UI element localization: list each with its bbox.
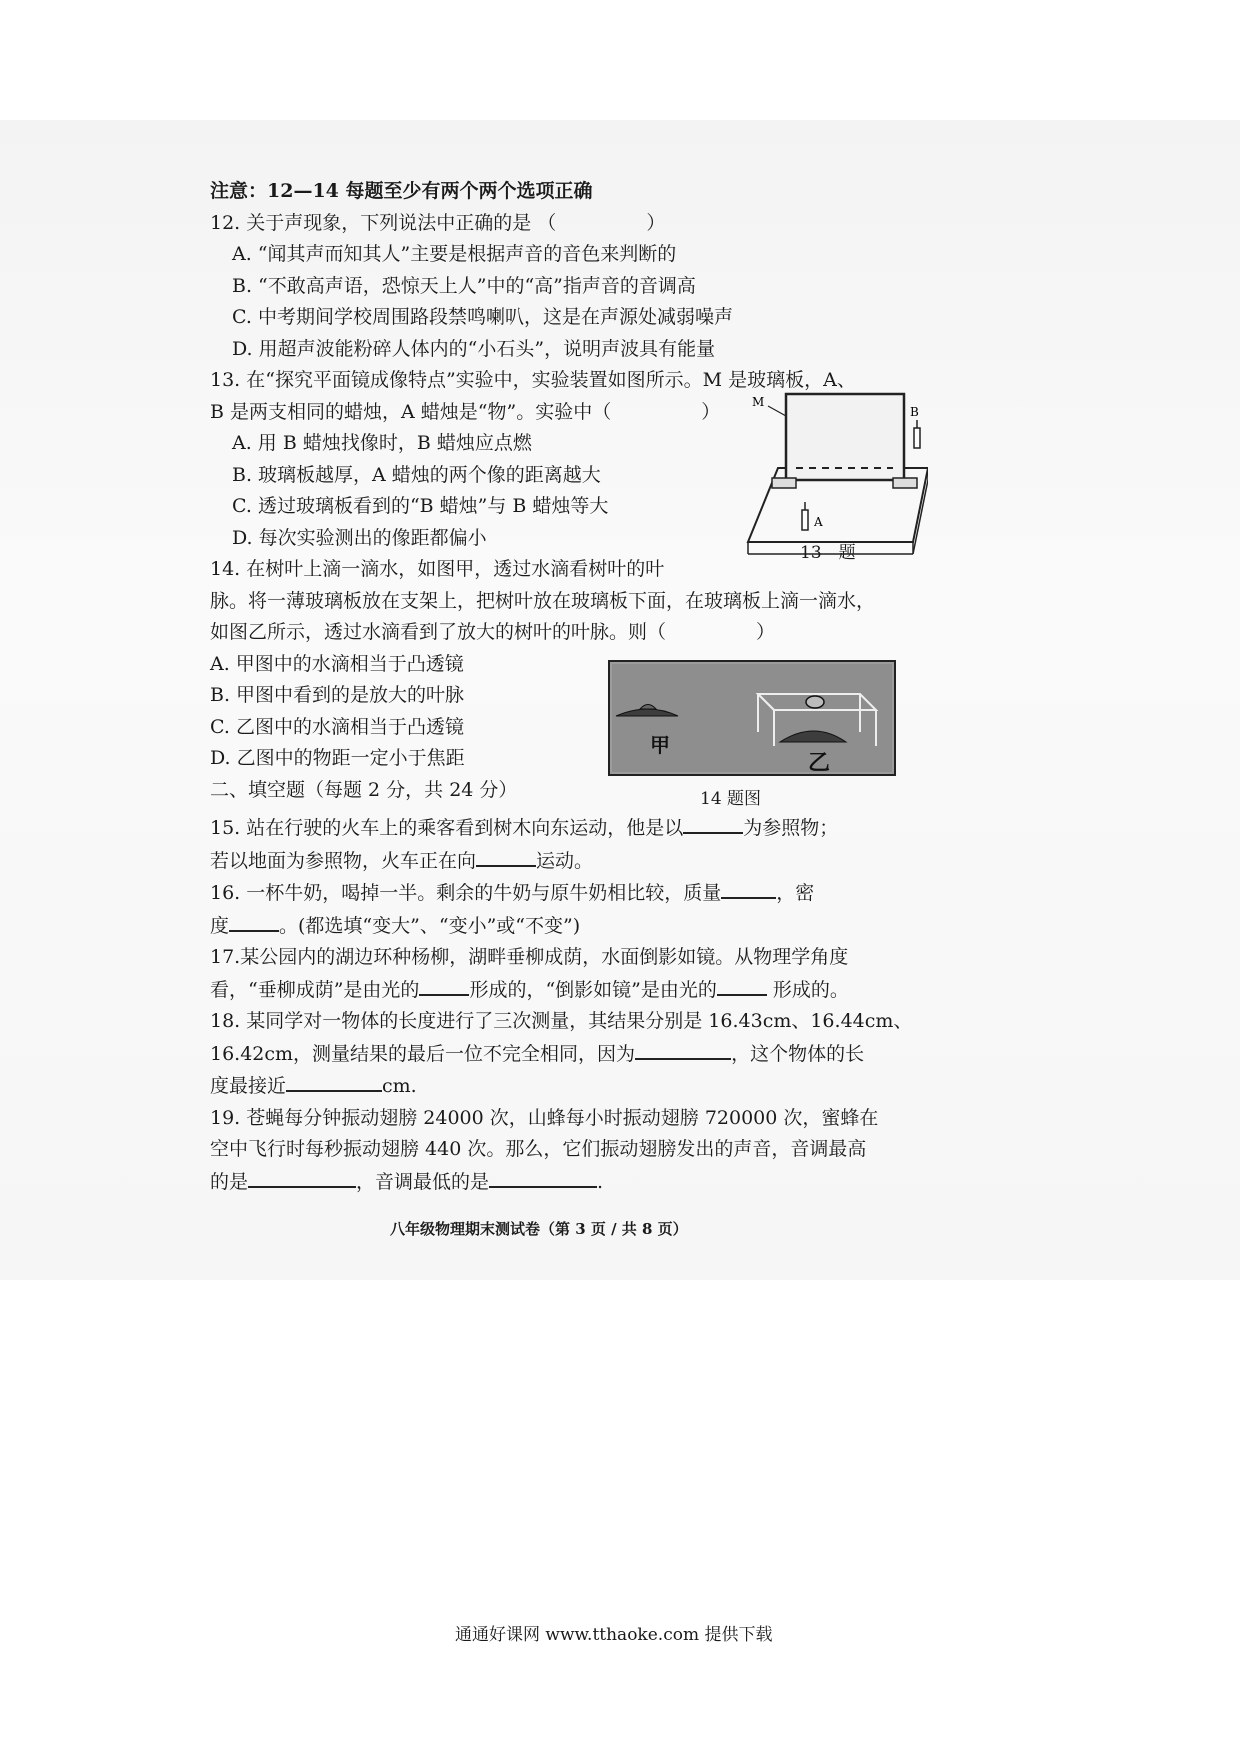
figure-14-caption: 14 题图 <box>700 789 762 809</box>
question-15: 15. 站在行驶的火车上的乘客看到树木向东运动，他是以 为参照物； 若以地面为参照物，火车正在向 运动。 <box>210 812 930 877</box>
label-b: B <box>910 405 919 419</box>
question-16: 16. 一杯牛奶，喝掉一半。剩余的牛奶与原牛奶相比较，质量 ，密 度 。(都选填“变大”、“变小”或“不变”) <box>210 877 930 942</box>
option-14c: C. 乙图中的水滴相当于凸透镜 <box>210 715 464 738</box>
fill-blank[interactable] <box>286 1070 382 1092</box>
label-m: M <box>752 395 765 409</box>
question-12: 12. 关于声现象，下列说法中正确的是 （ ） A. “闻其声而知其人”主要是根据声音的音色来判断的 B. “不敢高声语，恐惊天上人”中的“高”指声音的音调高 C. 中考期间学校周围路段禁鸣喇叭，这是在声源处减弱噪声 D. 用超声波能粉碎人体内的“小石头”，说明声波具有能量 <box>210 208 930 366</box>
question-17: 17.某公园内的湖边环种杨柳，湖畔垂柳成荫，水面倒影如镜。从物理学角度 看，“垂柳成荫”是由光的 形成的，“倒影如镜”是由光的 形成的。 <box>210 946 849 1001</box>
fill-blank[interactable] <box>229 910 279 932</box>
option-12a: A. “闻其声而知其人”主要是根据声音的音色来判断的 <box>232 243 677 265</box>
fill-blank[interactable] <box>248 1166 356 1188</box>
option-13a: A. 用 B 蜡烛找像时，B 蜡烛应点燃 <box>232 432 532 454</box>
figure-13-caption: 13 题 <box>800 543 856 563</box>
option-13b: B. 玻璃板越厚，A 蜡烛的两个像的距离越大 <box>232 463 601 486</box>
question-13-stem-2: B 是两支相同的蜡烛，A 蜡烛是“物”。实验中 <box>210 400 593 423</box>
figure-13-mirror-setup <box>728 392 928 562</box>
question-13: 13. 在“探究平面镜成像特点”实验中，实验装置如图所示。M 是玻璃板，A、 B 是两支相同的蜡烛，A 蜡烛是“物”。实验中（ ） A. 用 B 蜡烛找像时，B 蜡烛应点燃 B. 玻璃板越厚，A 蜡烛的两个像的距离越大 C. 透过玻璃板看到的“B 蜡烛”与 B 蜡烛等大 D. 每次实验测出的像距都偏小 <box>210 365 930 554</box>
option-12c: C. 中考期间学校周围路段禁鸣喇叭，这是在声源处减弱噪声 <box>232 306 733 328</box>
label-yi: 乙 <box>808 750 831 776</box>
question-14-stem-1: 14. 在树叶上滴一滴水，如图甲，透过水滴看树叶的叶 <box>210 558 665 580</box>
label-a: A <box>814 515 823 529</box>
download-credit: 通通好课网 www.tthaoke.com 提供下载 <box>455 1625 773 1645</box>
question-14: 14. 在树叶上滴一滴水，如图甲，透过水滴看树叶的叶 脉。将一薄玻璃板放在支架上，把树叶放在玻璃板下面，在玻璃板上滴一滴水， 如图乙所示，透过水滴看到了放大的树叶的叶脉。则（ ） A. 甲图中的水滴相当于凸透镜 B. 甲图中看到的是放大的叶脉 C. 乙图中的水滴相当于凸透镜 D. 乙图中的物距一定小于焦距 <box>210 554 930 775</box>
fill-blank[interactable] <box>476 845 536 867</box>
question-12-stem: 12. 关于声现象，下列说法中正确的是 <box>210 211 538 234</box>
fill-blank[interactable] <box>419 974 469 996</box>
option-13d: D. 每次实验测出的像距都偏小 <box>232 526 487 549</box>
option-12b: B. “不敢高声语，恐惊天上人”中的“高”指声音的音调高 <box>232 274 696 297</box>
fill-blank[interactable] <box>683 812 743 834</box>
fill-blank[interactable] <box>721 877 776 899</box>
fill-blank[interactable] <box>489 1166 597 1188</box>
label-jia: 甲 <box>650 733 670 757</box>
question-14-stem-2: 脉。将一薄玻璃板放在支架上，把树叶放在玻璃板下面，在玻璃板上滴一滴水， <box>210 589 876 612</box>
question-14-stem-3: 如图乙所示，透过水滴看到了放大的树叶的叶脉。则 <box>210 621 648 643</box>
question-13-stem-1: 13. 在“探究平面镜成像特点”实验中，实验装置如图所示。M 是玻璃板，A、 <box>210 369 856 391</box>
question-19: 19. 苍蝇每分钟振动翅膀 24000 次，山蜂每小时振动翅膀 720000 次，蜜蜂在 空中飞行时每秒振动翅膀 440 次。那么，它们振动翅膀发出的声音，音调最高 的是 ，音调最低的是 . <box>210 1106 879 1193</box>
figure-14-water-drop <box>608 660 896 776</box>
question-18: 18. 某同学对一物体的长度进行了三次测量，其结果分别是 16.43cm、16.44cm、 16.42cm，测量结果的最后一位不完全相同，因为 ，这个物体的长 度最接近 cm. <box>210 1010 913 1097</box>
page-footer: 八年级物理期末测试卷（第 3 页 / 共 8 页） <box>390 1220 688 1238</box>
option-14a: A. 甲图中的水滴相当于凸透镜 <box>210 652 464 675</box>
section-2-heading: 二、填空题（每题 2 分，共 24 分） <box>210 778 518 801</box>
option-12d: D. 用超声波能粉碎人体内的“小石头”，说明声波具有能量 <box>232 337 716 360</box>
option-13c: C. 透过玻璃板看到的“B 蜡烛”与 B 蜡烛等大 <box>232 495 609 517</box>
option-14b: B. 甲图中看到的是放大的叶脉 <box>210 684 465 706</box>
notice: 注意：12—14 每题至少有两个两个选项正确 <box>210 180 593 202</box>
fill-blank[interactable] <box>717 974 767 996</box>
option-14d: D. 乙图中的物距一定小于焦距 <box>210 747 465 769</box>
fill-blank[interactable] <box>635 1038 731 1060</box>
